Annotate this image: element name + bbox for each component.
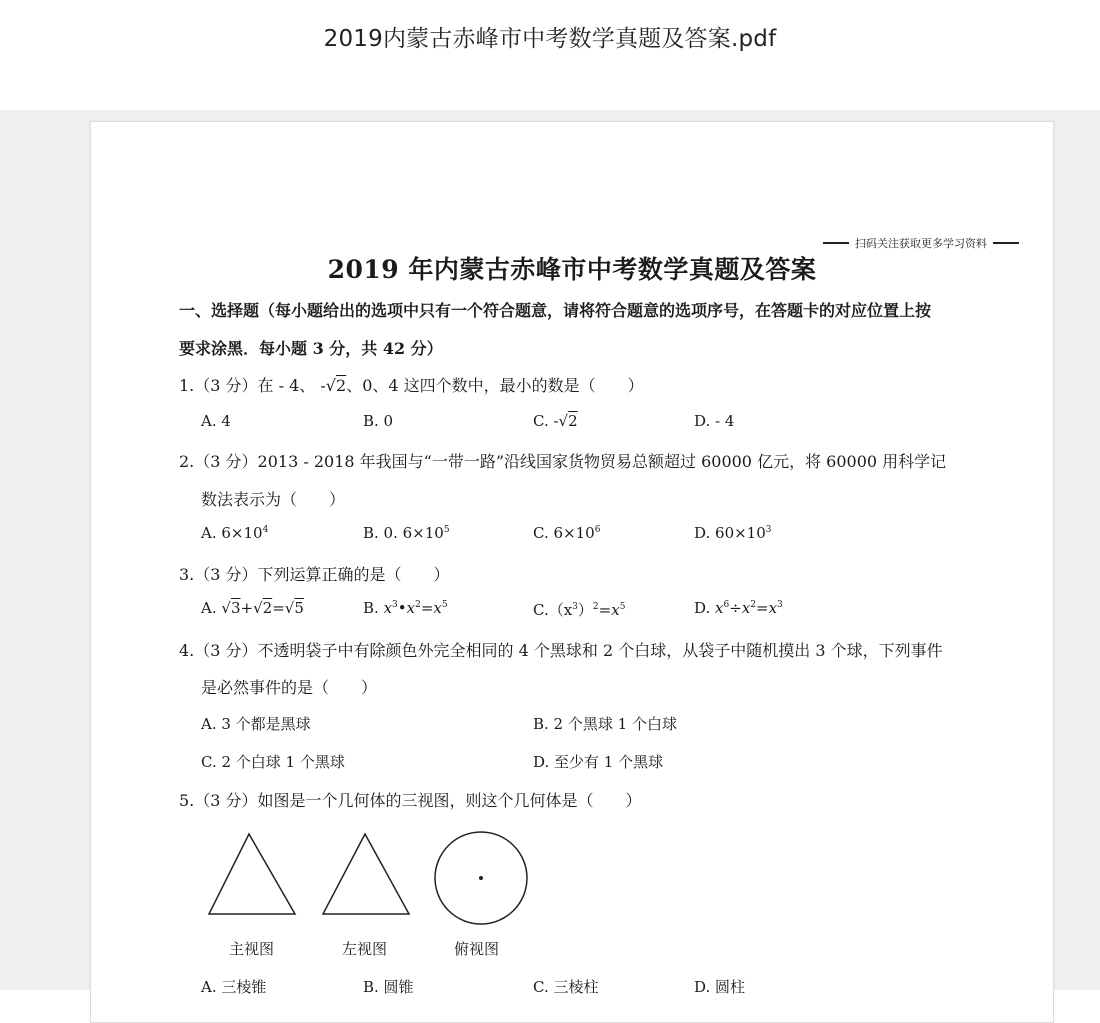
q2-option-d bbox=[694, 524, 772, 542]
q4-option-a: A. 3 个都是黑球 bbox=[201, 715, 311, 733]
q3-c-e1: 3 bbox=[572, 602, 578, 612]
q2-option-c bbox=[533, 524, 600, 542]
q3-a-r3: 5 bbox=[294, 599, 304, 617]
q2-b-text: B. 0. 6×10 bbox=[363, 524, 444, 542]
q3-b-e2: 2 bbox=[415, 600, 421, 610]
q3-option-b bbox=[363, 599, 448, 617]
dash-left bbox=[823, 242, 849, 244]
q5-option-b: B. 圆锥 bbox=[363, 978, 414, 996]
q3-d-eq: =x bbox=[756, 599, 778, 617]
pdf-viewer[interactable] bbox=[0, 110, 1100, 996]
top-view-label: 俯视图 bbox=[454, 940, 500, 958]
q5-option-d: D. 圆柱 bbox=[694, 978, 746, 996]
q2-a-text: A. 6×10 bbox=[201, 524, 263, 542]
q3-c-e2: 2 bbox=[592, 602, 599, 612]
question-2-line2: 数法表示为（ ） bbox=[201, 490, 346, 509]
q3-b-eq: =x bbox=[420, 599, 442, 617]
q1-c-prefix: C. - bbox=[533, 412, 559, 430]
q3-c-mid: ） bbox=[577, 601, 593, 619]
section-heading-line1: 一、选择题（每小题给出的选项中只有一个符合题意，请将符合题意的选项序号，在答题卡的对应位置上按 bbox=[179, 301, 932, 320]
q5-option-a: A. 三棱锥 bbox=[201, 978, 267, 996]
q2-d-text: D. 60×10 bbox=[694, 524, 766, 542]
question-1 bbox=[179, 373, 644, 396]
q5-option-c: C. 三棱柱 bbox=[533, 978, 599, 996]
q3-a-r2: 2 bbox=[262, 599, 273, 617]
q3-b-e3: 5 bbox=[441, 600, 448, 610]
sqrt-sign: √ bbox=[253, 599, 263, 617]
q1-stem-b: 、0、4 这四个数中，最小的数是（ ） bbox=[346, 376, 644, 395]
viewer-header bbox=[0, 0, 1100, 110]
section-heading-line2: 要求涂黑．每小题 3 分，共 42 分） bbox=[179, 339, 443, 358]
exam-title: 2019 年内蒙古赤峰市中考数学真题及答案 bbox=[327, 255, 817, 284]
q3-b-e1: 3 bbox=[392, 600, 398, 610]
question-4-line1: 4.（3 分）不透明袋子中有除颜色外完全相同的 4 个黑球和 2 个白球，从袋子中随机摸出 3 个球，下列事件 bbox=[179, 641, 943, 660]
q3-c-eq: =x bbox=[598, 601, 620, 619]
q1-stem-a: 1.（3 分）在 - 4、 - bbox=[179, 376, 326, 395]
q2-c-text: C. 6×10 bbox=[533, 524, 595, 542]
sqrt-sign: √ bbox=[558, 412, 569, 430]
q3-a-eq: = bbox=[272, 599, 285, 617]
q1-option-a: A. 4 bbox=[201, 412, 231, 430]
q3-b-x2: x bbox=[406, 599, 416, 617]
scan-note-text: 扫码关注获取更多学习资料 bbox=[855, 237, 987, 250]
q3-b-dot: • bbox=[397, 599, 407, 617]
q3-d-x1: x bbox=[715, 599, 724, 617]
scan-note bbox=[817, 235, 1025, 251]
front-view-triangle bbox=[209, 834, 295, 914]
q4-option-b: B. 2 个黑球 1 个白球 bbox=[533, 715, 677, 733]
q3-a-label: A. bbox=[201, 599, 217, 617]
q4-option-d: D. 至少有 1 个黑球 bbox=[533, 753, 664, 771]
q2-option-b bbox=[363, 524, 450, 542]
question-3: 3.（3 分）下列运算正确的是（ ） bbox=[179, 565, 450, 584]
q1-option-b: B. 0 bbox=[363, 412, 394, 430]
question-4-line2: 是必然事件的是（ ） bbox=[201, 678, 378, 697]
three-view-figure bbox=[199, 822, 539, 932]
left-view-triangle bbox=[323, 834, 409, 914]
q3-d-label: D. bbox=[694, 599, 711, 617]
sqrt-sign: √ bbox=[221, 599, 231, 617]
document-title: 2019内蒙古赤峰市中考数学真题及答案.pdf bbox=[323, 26, 777, 52]
left-view-label: 左视图 bbox=[342, 940, 388, 958]
q2-d-exp: 3 bbox=[765, 525, 772, 535]
q3-d-e1: 6 bbox=[723, 600, 730, 610]
q2-b-exp: 5 bbox=[443, 525, 450, 535]
question-2-line1: 2.（3 分）2013 - 2018 年我国与“一带一路”沿线国家货物贸易总额超过 60000 亿元，将 60000 用科学记 bbox=[179, 452, 947, 471]
q3-option-c bbox=[533, 599, 625, 620]
sqrt-sign: √ bbox=[325, 376, 336, 395]
q3-b-x1: x bbox=[383, 599, 393, 617]
q3-option-d bbox=[694, 599, 783, 617]
pdf-page bbox=[90, 121, 1054, 1023]
q3-c-label: C.（x bbox=[533, 601, 573, 619]
q1-option-c bbox=[533, 412, 578, 430]
q3-a-r1: 3 bbox=[230, 599, 241, 617]
dash-right bbox=[993, 242, 1019, 244]
q2-a-exp: 4 bbox=[262, 525, 269, 535]
top-view-center-dot bbox=[479, 876, 483, 880]
q3-d-e2: 2 bbox=[750, 600, 757, 610]
q4-option-c: C. 2 个白球 1 个黑球 bbox=[201, 753, 345, 771]
sqrt-sign: √ bbox=[284, 599, 295, 617]
q3-option-a bbox=[201, 599, 304, 617]
question-5: 5.（3 分）如图是一个几何体的三视图，则这个几何体是（ ） bbox=[179, 791, 642, 810]
q1-radicand: 2 bbox=[336, 376, 347, 395]
q3-a-plus: + bbox=[240, 599, 254, 617]
q1-option-d: D. - 4 bbox=[694, 412, 735, 430]
q3-b-label: B. bbox=[363, 599, 379, 617]
front-view-label: 主视图 bbox=[229, 940, 275, 958]
q1-c-radicand: 2 bbox=[568, 412, 578, 430]
q2-option-a bbox=[201, 524, 268, 542]
q3-c-e3: 5 bbox=[619, 602, 626, 612]
q3-d-e3: 3 bbox=[777, 600, 783, 610]
q2-c-exp: 6 bbox=[594, 525, 601, 535]
q3-d-div: ÷x bbox=[729, 599, 751, 617]
